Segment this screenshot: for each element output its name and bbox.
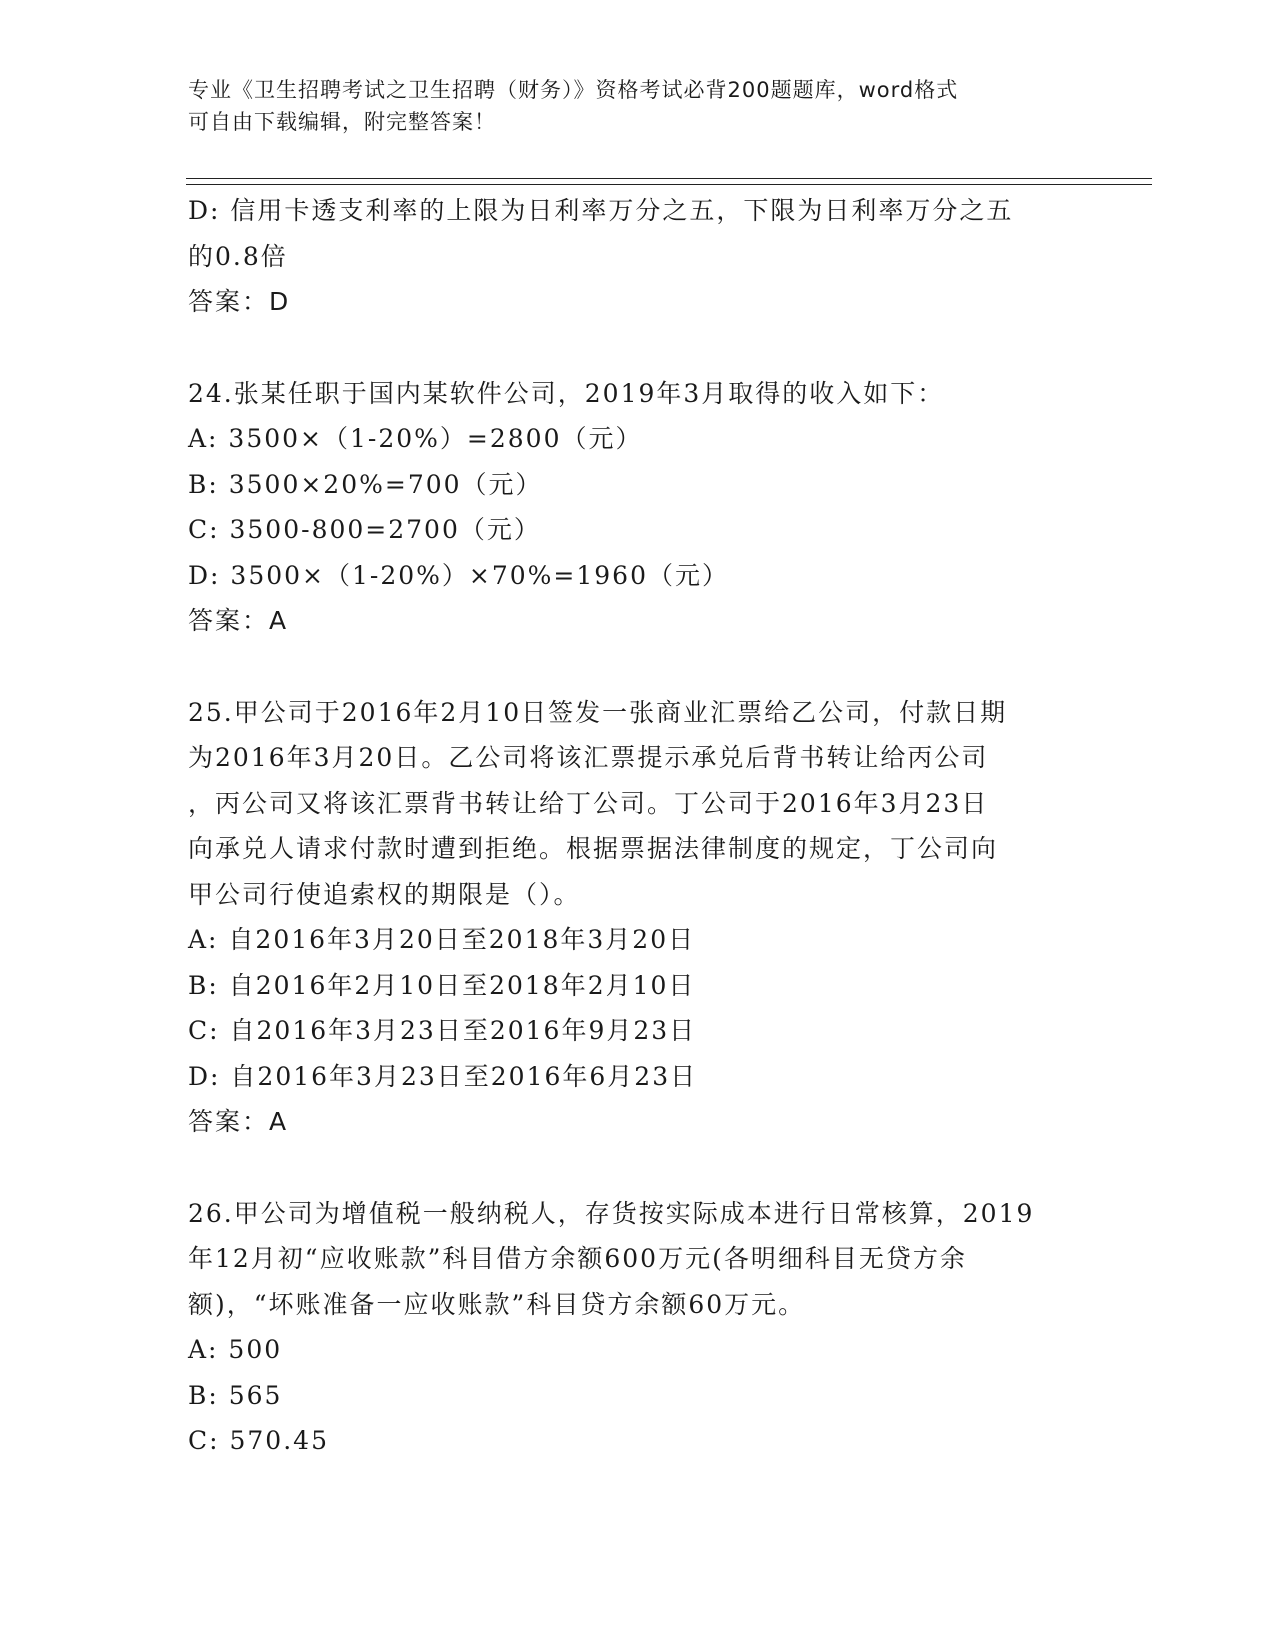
question-stem-line: 26.甲公司为增值税一般纳税人，存货按实际成本进行日常核算，2019 <box>188 1198 1035 1228</box>
option-b: B: 自2016年2月10日至2018年2月10日 <box>188 970 696 1000</box>
answer-label: 答案：A <box>188 1107 289 1136</box>
option-d: D: 自2016年3月23日至2016年6月23日 <box>188 1061 698 1091</box>
header-title-line-2: 可自由下载编辑，附完整答案！ <box>188 110 496 134</box>
option-c: C: 3500-800=2700（元） <box>188 515 541 544</box>
option-b: B: 565 <box>188 1380 283 1410</box>
question-stem-line: 为2016年3月20日。乙公司将该汇票提示承兑后背书转让给丙公司 <box>188 743 989 772</box>
option-a: A: 500 <box>188 1335 283 1364</box>
header-divider-top <box>186 178 1152 179</box>
question-stem-line: 年12月初“应收账款”科目借方余额600万元(各明细科目无贷方余 <box>188 1244 967 1273</box>
question-stem-line: 额)，“坏账准备一应收账款”科目贷方余额60万元。 <box>188 1289 806 1319</box>
option-a: A: 自2016年3月20日至2018年3月20日 <box>188 925 696 954</box>
answer-label: 答案：D <box>188 287 291 316</box>
question-stem-line: 向承兑人请求付款时遭到拒绝。根据票据法律制度的规定，丁公司向 <box>188 834 999 863</box>
option-b: B: 3500×20%=700（元） <box>188 469 543 499</box>
question-26 <box>188 1191 1068 1464</box>
question-24 <box>188 371 1068 644</box>
header-title-line-1: 专业《卫生招聘考试之卫生招聘（财务）》资格考试必背200题题库，word格式 <box>188 78 959 102</box>
question-stem-line: 甲公司行使追索权的期限是（）。 <box>188 879 581 909</box>
question-stem: 24.张某任职于国内某软件公司，2019年3月取得的收入如下： <box>188 378 945 408</box>
question-25 <box>188 690 1068 1145</box>
question-text-line: 的0.8倍 <box>188 241 288 271</box>
option-c: C: 自2016年3月23日至2016年9月23日 <box>188 1016 697 1045</box>
header-divider-bottom <box>186 184 1152 185</box>
question-stem-line: 25.甲公司于2016年2月10日签发一张商业汇票给乙公司，付款日期 <box>188 697 1008 727</box>
question-text-line: D: 信用卡透支利率的上限为日利率万分之五，下限为日利率万分之五 <box>188 196 1014 225</box>
option-a: A: 3500×（1-20%）=2800（元） <box>188 424 643 453</box>
option-d: D: 3500×（1-20%）×70%=1960（元） <box>188 560 729 590</box>
option-c: C: 570.45 <box>188 1426 329 1455</box>
question-stem-line: ，丙公司又将该汇票背书转让给丁公司。丁公司于2016年3月23日 <box>188 788 989 818</box>
question-23-tail <box>188 188 1068 325</box>
document-header <box>188 74 1068 138</box>
question-list <box>188 188 1068 1464</box>
answer-label: 答案：A <box>188 606 289 635</box>
